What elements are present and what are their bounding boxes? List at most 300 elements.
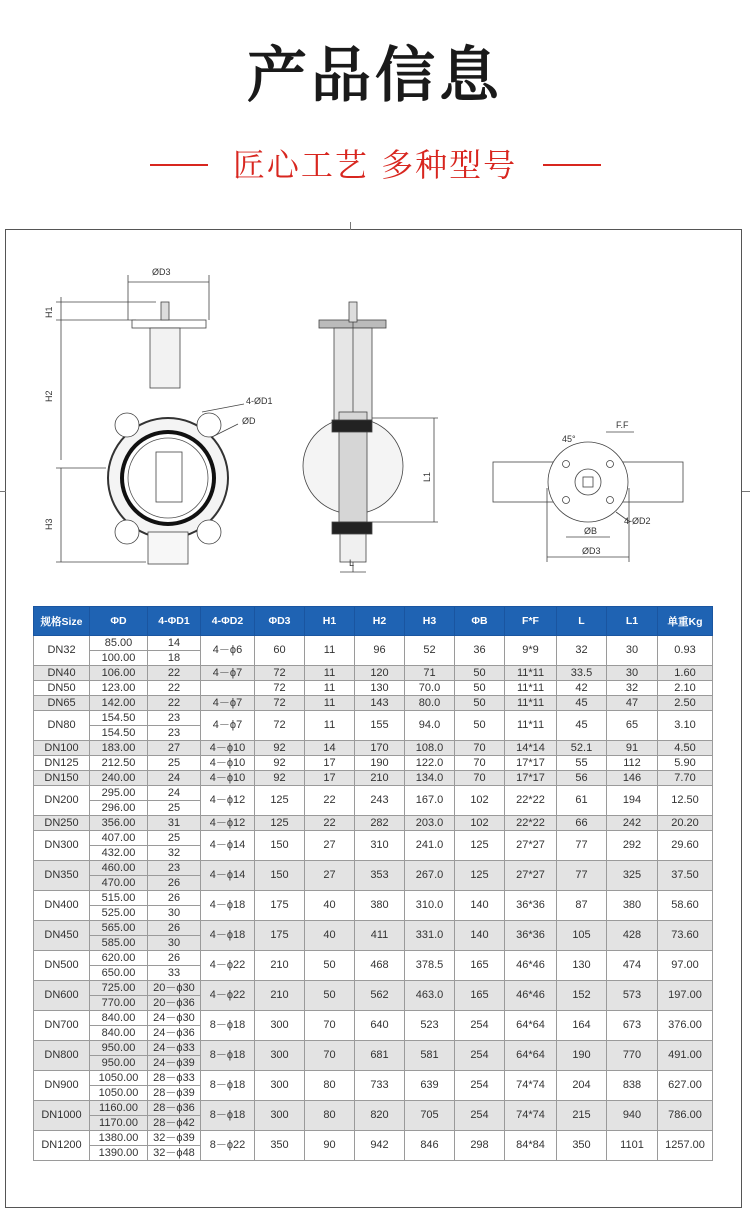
cell-d3: 125 [255,786,305,816]
cell-d1: 22 [148,681,201,696]
cell-h1: 11 [305,636,355,666]
cell-d1: 28－ϕ39 [148,1086,201,1101]
top-view [493,420,683,562]
cell-kg: 0.93 [658,636,713,666]
table-row [34,831,713,846]
cell-h1: 11 [305,666,355,681]
cell-h2: 170 [355,741,405,756]
cell-ff: 64*64 [505,1041,557,1071]
cell-h1: 22 [305,816,355,831]
cell-kg: 97.00 [658,951,713,981]
cell-h3: 639 [405,1071,455,1101]
cell-b: 50 [455,681,505,696]
cell-h2: 380 [355,891,405,921]
cell-ff: 11*11 [505,711,557,741]
cell-kg: 491.00 [658,1041,713,1071]
cell-b: 50 [455,666,505,681]
cell-h2: 96 [355,636,405,666]
cell-l1: 474 [607,951,658,981]
cell-h3: 71 [405,666,455,681]
table-row [34,771,713,786]
cell-ff: 9*9 [505,636,557,666]
table-row [34,1101,713,1116]
label-angle: 45° [562,434,576,444]
cell-d: 470.00 [90,876,148,891]
cell-d1: 24 [148,786,201,801]
cell-d3: 72 [255,681,305,696]
cell-size: DN300 [34,831,90,861]
page-title: 产品信息 [247,41,503,111]
cell-h3: 134.0 [405,771,455,786]
cell-size: DN600 [34,981,90,1011]
cell-b: 102 [455,816,505,831]
column-header: 单重Kg [658,607,713,636]
cell-d: 650.00 [90,966,148,981]
label-d1: 4-ØD1 [246,396,273,406]
cell-l: 42 [557,681,607,696]
cell-h2: 411 [355,921,405,951]
cell-b: 50 [455,711,505,741]
cell-d1: 26 [148,891,201,906]
cell-d: 85.00 [90,636,148,651]
cell-b: 70 [455,756,505,771]
cell-l: 61 [557,786,607,816]
cell-l: 56 [557,771,607,786]
cell-d: 1390.00 [90,1146,148,1161]
cell-kg: 37.50 [658,861,713,891]
cell-d1: 27 [148,741,201,756]
cell-ff: 64*64 [505,1011,557,1041]
cell-d2: 4－ϕ18 [201,921,255,951]
cell-h1: 90 [305,1131,355,1161]
cell-size: DN200 [34,786,90,816]
cell-h3: 203.0 [405,816,455,831]
cell-d: 106.00 [90,666,148,681]
cell-b: 254 [455,1071,505,1101]
column-header: L1 [607,607,658,636]
label-l1: L1 [422,471,432,482]
label-h3: H3 [44,518,54,530]
cell-d3: 300 [255,1101,305,1131]
spec-table [33,606,713,1161]
cell-d: 154.50 [90,711,148,726]
table-row [34,636,713,651]
cell-d1: 24－ϕ30 [148,1011,201,1026]
cell-d2: 4－ϕ22 [201,981,255,1011]
table-row [34,1011,713,1026]
cell-kg: 3.10 [658,711,713,741]
cell-l1: 325 [607,861,658,891]
label-l: L [349,558,355,568]
cell-size: DN125 [34,756,90,771]
column-header: ΦD3 [255,607,305,636]
cell-size: DN250 [34,816,90,831]
cell-d2: 8－ϕ18 [201,1101,255,1131]
cell-l: 152 [557,981,607,1011]
cell-h1: 80 [305,1101,355,1131]
cell-size: DN1200 [34,1131,90,1161]
cell-d3: 60 [255,636,305,666]
column-header: 4-ΦD2 [201,607,255,636]
cell-d2: 4－ϕ6 [201,636,255,666]
cell-b: 70 [455,771,505,786]
cell-l1: 146 [607,771,658,786]
cell-d1: 32－ϕ48 [148,1146,201,1161]
cell-d: 123.00 [90,681,148,696]
cell-ff: 22*22 [505,816,557,831]
cell-d1: 20－ϕ36 [148,996,201,1011]
cell-kg: 29.60 [658,831,713,861]
crop-tick [742,491,750,492]
cell-d1: 28－ϕ42 [148,1116,201,1131]
cell-h2: 130 [355,681,405,696]
cell-d: 100.00 [90,651,148,666]
table-row [34,981,713,996]
cell-size: DN65 [34,696,90,711]
cell-l: 45 [557,696,607,711]
cell-size: DN450 [34,921,90,951]
cell-size: DN100 [34,741,90,756]
cell-size: DN900 [34,1071,90,1101]
cell-ff: 27*27 [505,831,557,861]
label-h2: H2 [44,390,54,402]
column-header: ΦD [90,607,148,636]
cell-h2: 120 [355,666,405,681]
cell-kg: 197.00 [658,981,713,1011]
cell-size: DN32 [34,636,90,666]
cell-d: 620.00 [90,951,148,966]
cell-d1: 30 [148,936,201,951]
cell-l: 215 [557,1101,607,1131]
cell-d3: 300 [255,1071,305,1101]
cell-d2: 4－ϕ10 [201,756,255,771]
cell-kg: 1.60 [658,666,713,681]
cell-d3: 72 [255,666,305,681]
label-d3: ØD3 [152,267,171,277]
subtitle-row [0,140,750,190]
cell-d: 432.00 [90,846,148,861]
cell-b: 50 [455,696,505,711]
table-row [34,741,713,756]
cell-ff: 27*27 [505,861,557,891]
cell-d1: 33 [148,966,201,981]
cell-l1: 573 [607,981,658,1011]
column-header: H1 [305,607,355,636]
cell-b: 254 [455,1041,505,1071]
cell-kg: 376.00 [658,1011,713,1041]
cell-h1: 11 [305,711,355,741]
cell-d1: 24 [148,771,201,786]
cell-size: DN500 [34,951,90,981]
table-row [34,786,713,801]
label-d3b: ØD3 [582,546,601,556]
front-view [44,267,273,564]
cell-d1: 31 [148,816,201,831]
label-d: ØD [242,416,256,426]
cell-l1: 47 [607,696,658,711]
cell-kg: 627.00 [658,1071,713,1101]
cell-d2: 8－ϕ18 [201,1041,255,1071]
cell-l1: 194 [607,786,658,816]
cell-d: 1170.00 [90,1116,148,1131]
cell-b: 125 [455,831,505,861]
cell-l1: 428 [607,921,658,951]
cell-d1: 23 [148,726,201,741]
cell-h3: 108.0 [405,741,455,756]
cell-l1: 770 [607,1041,658,1071]
column-header: 规格Size [34,607,90,636]
cell-h1: 11 [305,696,355,711]
cell-ff: 74*74 [505,1101,557,1131]
cell-h3: 523 [405,1011,455,1041]
cell-kg: 7.70 [658,771,713,786]
cell-h2: 562 [355,981,405,1011]
cell-h1: 27 [305,861,355,891]
cell-h2: 143 [355,696,405,711]
cell-d: 142.00 [90,696,148,711]
cell-d3: 125 [255,816,305,831]
side-view [303,302,438,572]
cell-h3: 378.5 [405,951,455,981]
cell-size: DN800 [34,1041,90,1071]
cell-d1: 24－ϕ39 [148,1056,201,1071]
cell-h1: 17 [305,756,355,771]
cell-l1: 292 [607,831,658,861]
cell-l: 55 [557,756,607,771]
cell-h1: 40 [305,921,355,951]
cell-size: DN350 [34,861,90,891]
label-ff: F.F [616,420,629,430]
cell-ff: 36*36 [505,921,557,951]
cell-d1: 24－ϕ33 [148,1041,201,1056]
cell-d3: 300 [255,1041,305,1071]
cell-d1: 25 [148,831,201,846]
cell-d: 950.00 [90,1056,148,1071]
cell-h1: 80 [305,1071,355,1101]
cell-h3: 167.0 [405,786,455,816]
cell-h1: 11 [305,681,355,696]
cell-d3: 92 [255,756,305,771]
cell-h3: 241.0 [405,831,455,861]
cell-size: DN700 [34,1011,90,1041]
cell-d1: 26 [148,921,201,936]
cell-d: 296.00 [90,801,148,816]
cell-l1: 1101 [607,1131,658,1161]
cell-kg: 786.00 [658,1101,713,1131]
cell-b: 36 [455,636,505,666]
cell-size: DN80 [34,711,90,741]
cell-b: 298 [455,1131,505,1161]
cell-l: 77 [557,861,607,891]
cell-d: 950.00 [90,1041,148,1056]
cell-kg: 2.50 [658,696,713,711]
cell-h1: 27 [305,831,355,861]
cell-b: 102 [455,786,505,816]
cell-kg: 73.60 [658,921,713,951]
cell-h3: 581 [405,1041,455,1071]
cell-d2: 8－ϕ18 [201,1011,255,1041]
cell-h3: 846 [405,1131,455,1161]
table-row [34,921,713,936]
cell-ff: 74*74 [505,1071,557,1101]
cell-h3: 70.0 [405,681,455,696]
cell-d: 515.00 [90,891,148,906]
table-row [34,951,713,966]
cell-d1: 28－ϕ36 [148,1101,201,1116]
cell-ff: 36*36 [505,891,557,921]
cell-h3: 267.0 [405,861,455,891]
cell-d: 1160.00 [90,1101,148,1116]
cell-d: 460.00 [90,861,148,876]
cell-l: 52.1 [557,741,607,756]
table-row [34,756,713,771]
cell-l: 204 [557,1071,607,1101]
cell-ff: 17*17 [505,771,557,786]
cell-d3: 210 [255,951,305,981]
cell-kg: 58.60 [658,891,713,921]
label-h1: H1 [44,306,54,318]
cell-kg: 12.50 [658,786,713,816]
cell-b: 165 [455,951,505,981]
cell-d1: 18 [148,651,201,666]
table-row [34,816,713,831]
cell-d2: 4－ϕ12 [201,816,255,831]
cell-d2: 4－ϕ14 [201,831,255,861]
cell-kg: 2.10 [658,681,713,696]
cell-l1: 940 [607,1101,658,1131]
cell-l: 130 [557,951,607,981]
cell-h3: 463.0 [405,981,455,1011]
table-body [34,636,713,1161]
spec-table-wrap [33,606,712,1161]
cell-d: 240.00 [90,771,148,786]
cell-b: 140 [455,921,505,951]
cell-size: DN1000 [34,1101,90,1131]
cell-ff: 22*22 [505,786,557,816]
cell-h3: 310.0 [405,891,455,921]
table-row [34,711,713,726]
cell-d: 525.00 [90,906,148,921]
cell-d: 1380.00 [90,1131,148,1146]
table-row [34,861,713,876]
table-row [34,1041,713,1056]
cell-d: 840.00 [90,1026,148,1041]
cell-l: 33.5 [557,666,607,681]
cell-d: 356.00 [90,816,148,831]
cell-b: 165 [455,981,505,1011]
cell-l: 350 [557,1131,607,1161]
cell-l1: 673 [607,1011,658,1041]
cell-d: 565.00 [90,921,148,936]
cell-b: 254 [455,1101,505,1131]
cell-d3: 300 [255,1011,305,1041]
cell-h3: 331.0 [405,921,455,951]
cell-l: 45 [557,711,607,741]
cell-l1: 30 [607,636,658,666]
cell-ff: 11*11 [505,696,557,711]
cell-l1: 91 [607,741,658,756]
cell-h2: 155 [355,711,405,741]
cell-d1: 26 [148,951,201,966]
subtitle-left-rule [150,164,208,166]
cell-h1: 70 [305,1011,355,1041]
label-d2: 4-ØD2 [624,516,651,526]
cell-l: 164 [557,1011,607,1041]
column-header: ΦB [455,607,505,636]
cell-d2 [201,681,255,696]
cell-d1: 28－ϕ33 [148,1071,201,1086]
cell-d: 840.00 [90,1011,148,1026]
cell-h2: 733 [355,1071,405,1101]
cell-l: 190 [557,1041,607,1071]
cell-ff: 84*84 [505,1131,557,1161]
column-header: H3 [405,607,455,636]
cell-d3: 72 [255,696,305,711]
cell-size: DN50 [34,681,90,696]
cell-kg: 1257.00 [658,1131,713,1161]
cell-d2: 8－ϕ18 [201,1071,255,1101]
cell-h1: 22 [305,786,355,816]
cell-h2: 190 [355,756,405,771]
cell-d1: 14 [148,636,201,651]
cell-ff: 46*46 [505,981,557,1011]
cell-h3: 80.0 [405,696,455,711]
cell-ff: 46*46 [505,951,557,981]
cell-d1: 20－ϕ30 [148,981,201,996]
cell-d3: 92 [255,741,305,756]
cell-h2: 310 [355,831,405,861]
cell-ff: 11*11 [505,666,557,681]
crop-tick [350,222,351,230]
cell-h1: 17 [305,771,355,786]
cell-ff: 14*14 [505,741,557,756]
label-b: ØB [584,526,598,536]
cell-ff: 17*17 [505,756,557,771]
cell-h2: 468 [355,951,405,981]
table-row [34,1131,713,1146]
cell-d2: 4－ϕ7 [201,711,255,741]
cell-d3: 92 [255,771,305,786]
column-header: F*F [505,607,557,636]
cell-l1: 838 [607,1071,658,1101]
cell-kg: 20.20 [658,816,713,831]
cell-l: 87 [557,891,607,921]
cell-l: 77 [557,831,607,861]
table-header-row [34,607,713,636]
cell-d2: 4－ϕ10 [201,741,255,756]
table-row [34,696,713,711]
cell-d: 212.50 [90,756,148,771]
cell-d1: 22 [148,666,201,681]
cell-h1: 50 [305,951,355,981]
cell-d: 1050.00 [90,1086,148,1101]
cell-d3: 150 [255,831,305,861]
cell-l: 32 [557,636,607,666]
table-row [34,666,713,681]
cell-b: 140 [455,891,505,921]
cell-d: 725.00 [90,981,148,996]
cell-d3: 175 [255,921,305,951]
cell-d2: 4－ϕ22 [201,951,255,981]
cell-d1: 25 [148,756,201,771]
subtitle-right-rule [543,164,601,166]
valve-technical-drawing [6,232,740,592]
cell-d2: 4－ϕ14 [201,861,255,891]
cell-d2: 4－ϕ12 [201,786,255,816]
cell-d: 183.00 [90,741,148,756]
cell-d1: 25 [148,801,201,816]
column-header: 4-ΦD1 [148,607,201,636]
